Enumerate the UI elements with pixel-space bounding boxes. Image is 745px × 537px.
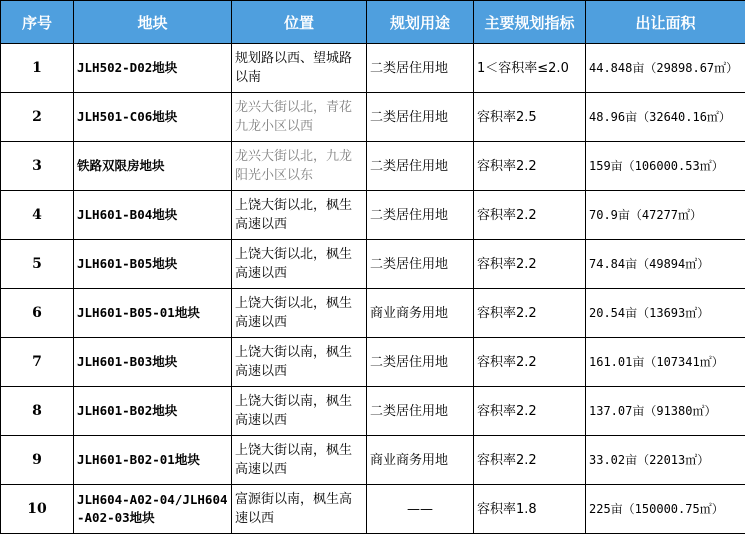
table-row <box>1 289 745 338</box>
transfer-area: 33.02亩（22013㎡） <box>586 436 745 485</box>
planned-use: 二类居住用地 <box>367 191 474 240</box>
planning-indicator: 容积率2.2 <box>474 436 586 485</box>
transfer-area: 74.84亩（49894㎡） <box>586 240 745 289</box>
planning-indicator: 容积率2.2 <box>474 142 586 191</box>
row-index: 7 <box>1 338 74 387</box>
transfer-area: 44.848亩（29898.67㎡） <box>586 44 745 93</box>
header-plot: 地块 <box>74 1 232 44</box>
transfer-area: 70.9亩（47277㎡） <box>586 191 745 240</box>
plot-name: JLH601-B05地块 <box>74 240 232 289</box>
table-row <box>1 191 745 240</box>
planned-use: —— <box>367 485 474 534</box>
plot-name: 铁路双限房地块 <box>74 142 232 191</box>
planning-indicator: 容积率2.5 <box>474 93 586 142</box>
plot-location: 龙兴大街以北，青花九龙小区以西 <box>232 93 367 142</box>
transfer-area: 48.96亩（32640.16㎡） <box>586 93 745 142</box>
plot-location: 上饶大街以南，枫生高速以西 <box>232 387 367 436</box>
header-index: 序号 <box>1 1 74 44</box>
row-index: 4 <box>1 191 74 240</box>
header-indicator: 主要规划指标 <box>474 1 586 44</box>
row-index: 1 <box>1 44 74 93</box>
plot-location: 富源街以南，枫生高速以西 <box>232 485 367 534</box>
plot-location: 龙兴大街以北，九龙阳光小区以东 <box>232 142 367 191</box>
transfer-area: 20.54亩（13693㎡） <box>586 289 745 338</box>
table-header-row <box>1 1 745 44</box>
transfer-area: 137.07亩（91380㎡） <box>586 387 745 436</box>
plot-name: JLH601-B02-01地块 <box>74 436 232 485</box>
plot-location: 上饶大街以北，枫生高速以西 <box>232 240 367 289</box>
planned-use: 二类居住用地 <box>367 142 474 191</box>
planned-use: 二类居住用地 <box>367 93 474 142</box>
planned-use: 二类居住用地 <box>367 387 474 436</box>
planned-use: 商业商务用地 <box>367 289 474 338</box>
row-index: 2 <box>1 93 74 142</box>
table-row <box>1 142 745 191</box>
row-index: 8 <box>1 387 74 436</box>
plot-name: JLH601-B04地块 <box>74 191 232 240</box>
transfer-area: 225亩（150000.75㎡） <box>586 485 745 534</box>
plot-location: 上饶大街以北，枫生高速以西 <box>232 289 367 338</box>
table-row <box>1 436 745 485</box>
plot-location: 上饶大街以南，枫生高速以西 <box>232 338 367 387</box>
plot-name: JLH502-D02地块 <box>74 44 232 93</box>
row-index: 6 <box>1 289 74 338</box>
row-index: 10 <box>1 485 74 534</box>
plot-name: JLH604-A02-04/JLH604-A02-03地块 <box>74 485 232 534</box>
planned-use: 二类居住用地 <box>367 338 474 387</box>
planned-use: 商业商务用地 <box>367 436 474 485</box>
header-area: 出让面积 <box>586 1 745 44</box>
plot-location: 规划路以西、望城路以南 <box>232 44 367 93</box>
table-row <box>1 485 745 534</box>
plot-name: JLH601-B02地块 <box>74 387 232 436</box>
planning-indicator: 1＜容积率≤2.0 <box>474 44 586 93</box>
table-row <box>1 93 745 142</box>
row-index: 5 <box>1 240 74 289</box>
planned-use: 二类居住用地 <box>367 44 474 93</box>
row-index: 3 <box>1 142 74 191</box>
planning-indicator: 容积率2.2 <box>474 191 586 240</box>
planning-indicator: 容积率2.2 <box>474 289 586 338</box>
row-index: 9 <box>1 436 74 485</box>
header-location: 位置 <box>232 1 367 44</box>
plot-name: JLH601-B05-01地块 <box>74 289 232 338</box>
transfer-area: 161.01亩（107341㎡） <box>586 338 745 387</box>
plot-location: 上饶大街以南，枫生高速以西 <box>232 436 367 485</box>
table-row <box>1 240 745 289</box>
planning-indicator: 容积率2.2 <box>474 338 586 387</box>
table-row <box>1 387 745 436</box>
plot-location: 上饶大街以北，枫生高速以西 <box>232 191 367 240</box>
planned-use: 二类居住用地 <box>367 240 474 289</box>
table-row <box>1 338 745 387</box>
plot-name: JLH501-C06地块 <box>74 93 232 142</box>
planning-indicator: 容积率2.2 <box>474 240 586 289</box>
transfer-area: 159亩（106000.53㎡） <box>586 142 745 191</box>
planning-indicator: 容积率1.8 <box>474 485 586 534</box>
planning-indicator: 容积率2.2 <box>474 387 586 436</box>
plot-name: JLH601-B03地块 <box>74 338 232 387</box>
table-row <box>1 44 745 93</box>
header-planned-use: 规划用途 <box>367 1 474 44</box>
